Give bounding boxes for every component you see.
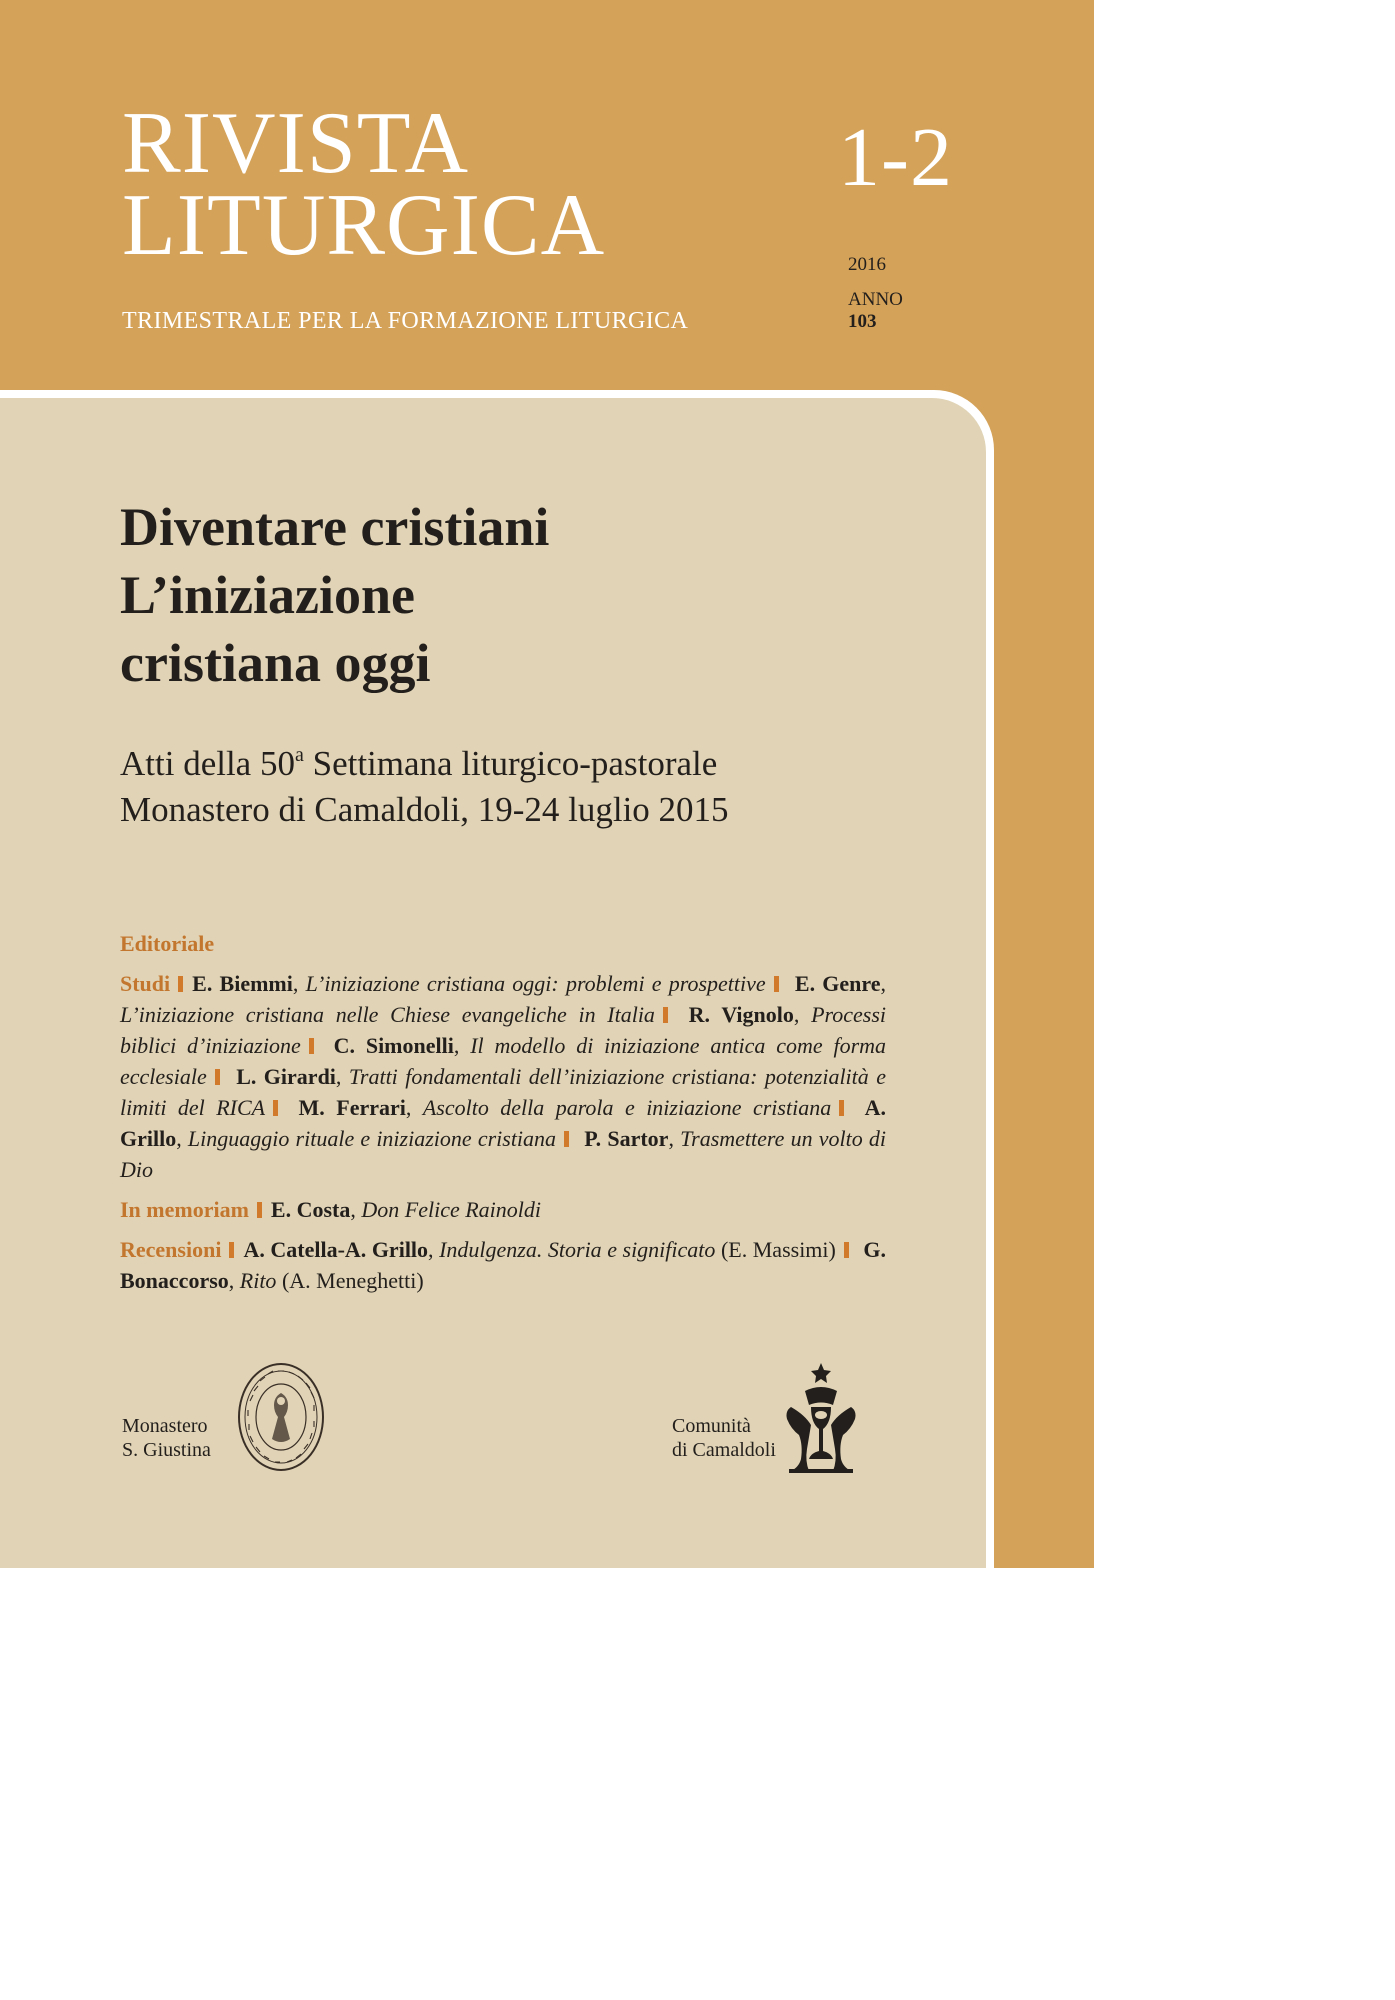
separator-mark xyxy=(663,1007,668,1023)
toc-author: E. Biemmi xyxy=(192,971,293,996)
separator-mark xyxy=(229,1242,234,1258)
toc-section-studi: Studi E. Biemmi, L’iniziazione cristiana oggi: problemi e prospettive E. Genre, L’iniziazione cristiana nelle Chiese evangeliche in Italia R. Vignolo, Processi biblici d’iniziazione C. Simonelli, Il modello di iniziazione antica come forma ecclesiale L. Girardi, Tratti fondamentali dell’iniziazione cristiana: potenzialità e limiti del RICA M. Ferrari, Ascolto della parola e iniziazione cristiana A. Grillo, Linguaggio rituale e iniziazione cristiana P. Sartor, Trasmettere un volto di Dio xyxy=(120,971,887,1182)
issue-title-line1: Diventare cristiani xyxy=(120,497,550,557)
issue-subtitle xyxy=(120,741,729,833)
toc-work: Linguaggio rituale e iniziazione cristiana xyxy=(187,1126,557,1151)
toc-author: E. Genre xyxy=(794,971,881,996)
toc-work: L’iniziazione cristiana oggi: problemi e prospettive xyxy=(305,971,766,996)
toc-author: A. Grillo xyxy=(120,1095,887,1151)
publisher-right-line2: di Camaldoli xyxy=(672,1439,776,1461)
subtitle-line1-pre: Atti della 50 xyxy=(120,744,295,783)
toc-author: C. Simonelli xyxy=(333,1033,454,1058)
anno-number: 103 xyxy=(848,311,877,332)
toc-author: M. Ferrari xyxy=(298,1095,406,1120)
toc-author: A. Catella-A. Grillo xyxy=(243,1237,429,1262)
separator-mark xyxy=(844,1242,849,1258)
issue-year: 2016 xyxy=(848,254,886,275)
publisher-left-line1: Monastero xyxy=(122,1415,208,1437)
issue-subtitle-line1 xyxy=(120,741,729,787)
separator-mark xyxy=(178,976,183,992)
toc-author: L. Girardi xyxy=(236,1064,336,1089)
publisher-left xyxy=(122,1414,211,1462)
toc-work: Trasmettere un volto di Dio xyxy=(120,1126,887,1182)
separator-mark xyxy=(564,1131,569,1147)
toc-author: E. Costa xyxy=(270,1197,351,1222)
toc-work: Processi biblici d’iniziazione xyxy=(120,1002,887,1058)
separator-mark xyxy=(257,1202,262,1218)
issue-title-line3: cristiana oggi xyxy=(120,633,431,693)
monastery-seal-icon xyxy=(236,1361,326,1473)
publisher-right-line1: Comunità xyxy=(672,1415,751,1437)
toc-work: Ascolto della parola e iniziazione cristiana xyxy=(422,1095,832,1120)
ordinal-superscript: a xyxy=(294,744,304,766)
toc-work: Rito xyxy=(239,1268,277,1293)
separator-mark xyxy=(774,976,779,992)
toc-work: Il modello di iniziazione antica come forma ecclesiale xyxy=(120,1033,887,1089)
section-label-recensioni: Recensioni xyxy=(120,1237,222,1262)
issue-title-line2: L’iniziazione xyxy=(120,565,416,625)
journal-subtitle: TRIMESTRALE PER LA FORMAZIONE LITURGICA xyxy=(122,308,689,334)
section-label-editoriale: Editoriale xyxy=(120,931,215,956)
issue-title xyxy=(120,493,549,697)
camaldoli-emblem-icon xyxy=(775,1361,867,1477)
toc-author: P. Sartor xyxy=(584,1126,669,1151)
toc-section-in-memoriam: In memoriam E. Costa, Don Felice Rainoldi xyxy=(120,1197,541,1222)
journal-title-line1: RIVISTA xyxy=(122,95,470,192)
toc-work: Don Felice Rainoldi xyxy=(361,1197,541,1222)
section-label-in-memoriam: In memoriam xyxy=(120,1197,249,1222)
table-of-contents xyxy=(120,928,886,1305)
toc-work: L’iniziazione cristiana nelle Chiese evangeliche in Italia xyxy=(120,1002,655,1027)
journal-title xyxy=(122,95,606,274)
issue-subtitle-line2: Monastero di Camaldoli, 19-24 luglio 2015 xyxy=(120,790,729,829)
separator-mark xyxy=(215,1069,220,1085)
subtitle-line1-post: Settimana liturgico-pastorale xyxy=(303,744,718,783)
separator-mark xyxy=(309,1038,314,1054)
publisher-left-line2: S. Giustina xyxy=(122,1439,211,1461)
toc-reviewer: (E. Massimi) xyxy=(720,1237,836,1262)
separator-mark xyxy=(273,1100,278,1116)
toc-section-recensioni: Recensioni A. Catella-A. Grillo, Indulgenza. Storia e significato (E. Massimi) G. Bonaccorso, Rito (A. Meneghetti) xyxy=(120,1237,887,1293)
toc-section-editoriale xyxy=(120,928,886,959)
separator-mark xyxy=(839,1100,844,1116)
section-label-studi: Studi xyxy=(120,971,171,996)
publisher-right xyxy=(672,1414,776,1462)
toc-reviewer: (A. Meneghetti) xyxy=(281,1268,424,1293)
anno-label: ANNO xyxy=(848,289,903,310)
toc-author: G. Bonaccorso xyxy=(120,1237,887,1293)
toc-work: Indulgenza. Storia e significato xyxy=(439,1237,716,1262)
issue-number: 1-2 xyxy=(838,111,953,204)
toc-work: Tratti fondamentali dell’iniziazione cristiana: potenzialità e limiti del RICA xyxy=(120,1064,886,1120)
journal-title-line2: LITURGICA xyxy=(122,177,606,274)
toc-author: R. Vignolo xyxy=(688,1002,794,1027)
